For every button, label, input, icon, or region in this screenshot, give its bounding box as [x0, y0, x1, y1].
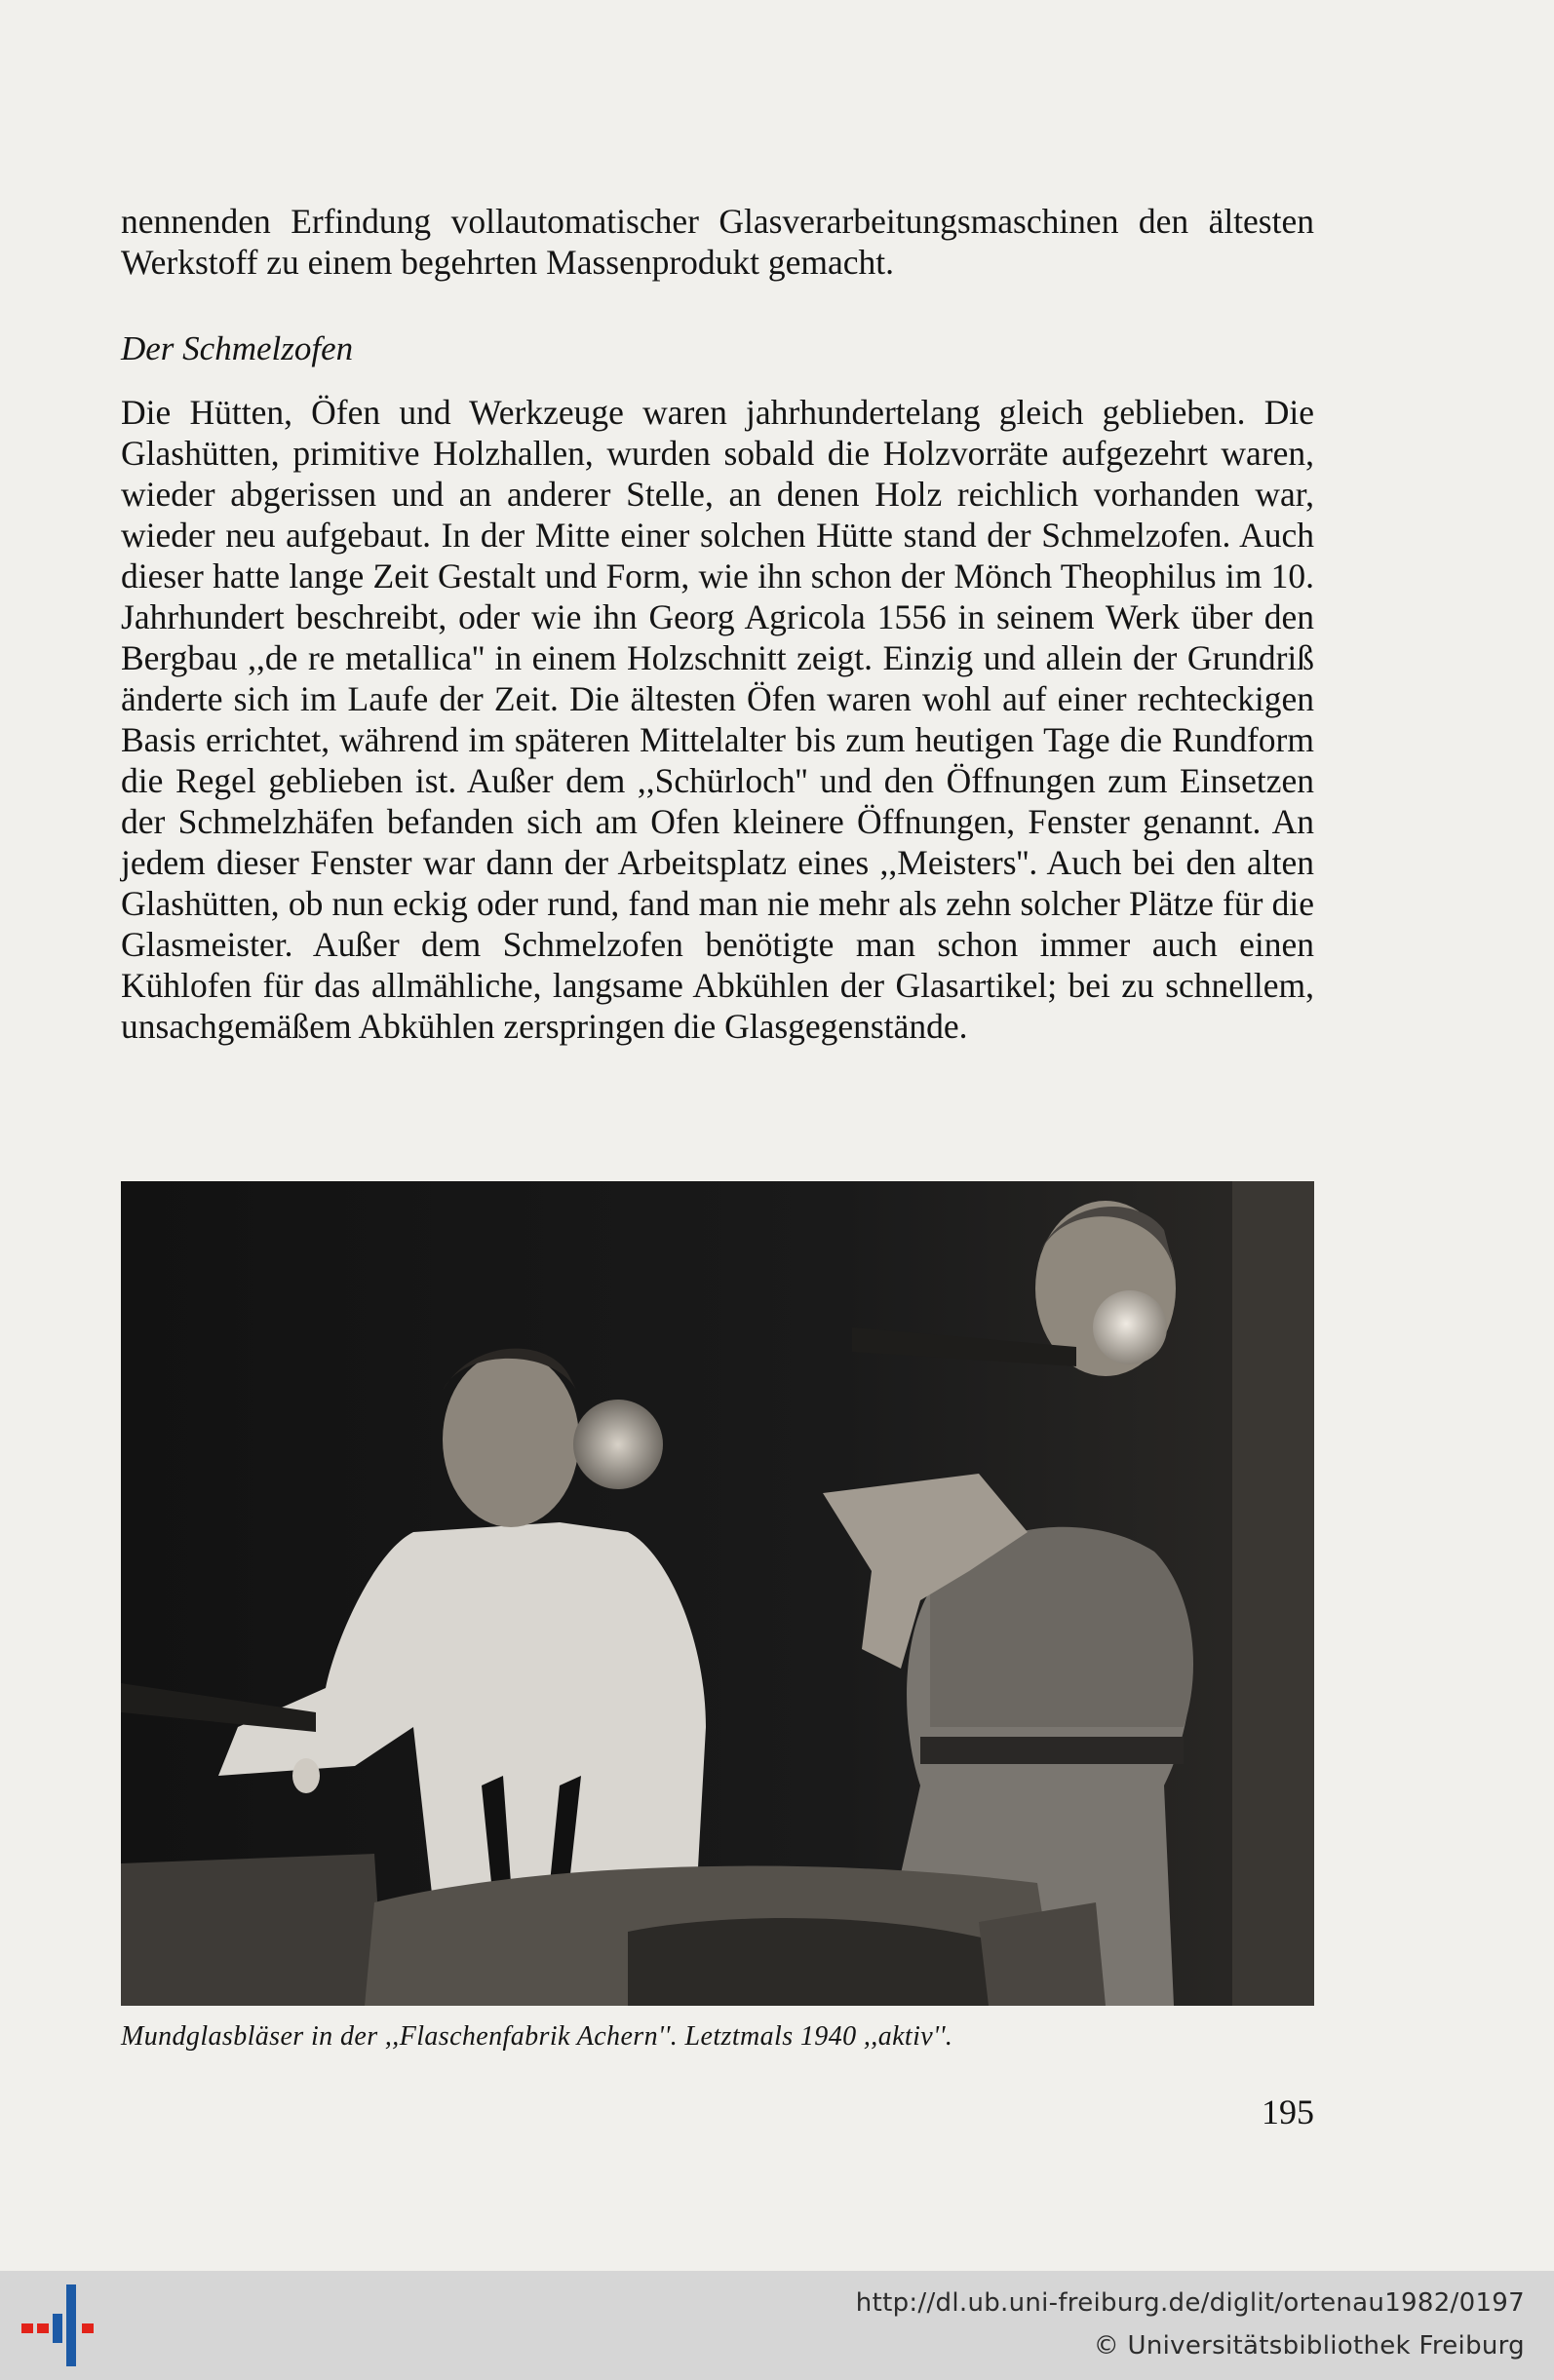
copyright-notice: © Universitätsbibliothek Freiburg	[1093, 2331, 1525, 2361]
section-heading: Der Schmelzofen	[121, 329, 354, 367]
intro-text: nennenden Erfindung vollautomatischer Glasverarbeitungsmaschinen den ältesten Werkstoff zu einem begehrten Massenprodukt gemacht.	[121, 202, 1314, 282]
intro-paragraph	[121, 201, 1314, 283]
photo-caption: Mundglasbläser in der ,,Flaschenfabrik Achern''. Letztmals 1940 ,,aktiv''.	[121, 2021, 953, 2052]
body-paragraph	[121, 392, 1314, 1047]
glassblowers-photo	[121, 1181, 1314, 2006]
footer-bar	[0, 2271, 1554, 2380]
ub-freiburg-logo-icon	[21, 2284, 99, 2366]
source-url-link[interactable]: http://dl.ub.uni-freiburg.de/diglit/ortenau1982/0197	[855, 2288, 1525, 2318]
page-number: 195	[1262, 2092, 1314, 2131]
body-text: Die Hütten, Öfen und Werkzeuge waren jahrhundertelang gleich geblieben. Die Glashütten, primitive Holzhallen, wurden sobald die Holzvorräte aufgezehrt waren, wieder abgerissen und an anderer Stelle, an denen Holz reichlich vorhanden war, wieder neu aufgebaut. In der Mitte einer solchen Hütte stand der Schmelzofen. Auch dieser hatte lange Zeit Gestalt und Form, wie ihn schon der Mönch Theophilus im 10. Jahrhundert beschreibt, oder wie ihn Georg Agricola 1556 in seinem Werk über den Bergbau ,,de re metallica'' in einem Holzschnitt zeigt. Einzig und allein der Grundriß änderte sich im Laufe der Zeit. Die ältesten Öfen waren wohl auf einer rechteckigen Basis errichtet, während im späteren Mittelalter bis zum heutigen Tage die Rundform die Regel geblieben ist. Außer dem ,,Schürloch'' und den Öffnungen zum Einsetzen der Schmelzhäfen befanden sich am Ofen kleinere Öffnungen, Fenster genannt. An jedem dieser Fenster war dann der Arbeitsplatz eines ,,Meisters''. Auch bei den alten Glashütten, ob nun eckig oder rund, fand man nie mehr als zehn solcher Plätze für die Glasmeister. Außer dem Schmelzofen benötigte man schon immer auch einen Kühlofen für das allmähliche, langsame Abkühlen der Glasartikel; bei zu schnellem, unsachgemäßem Abkühlen zerspringen die Glasgegenstände.	[121, 393, 1314, 1046]
glassblowers-photo-image	[121, 1181, 1314, 2006]
